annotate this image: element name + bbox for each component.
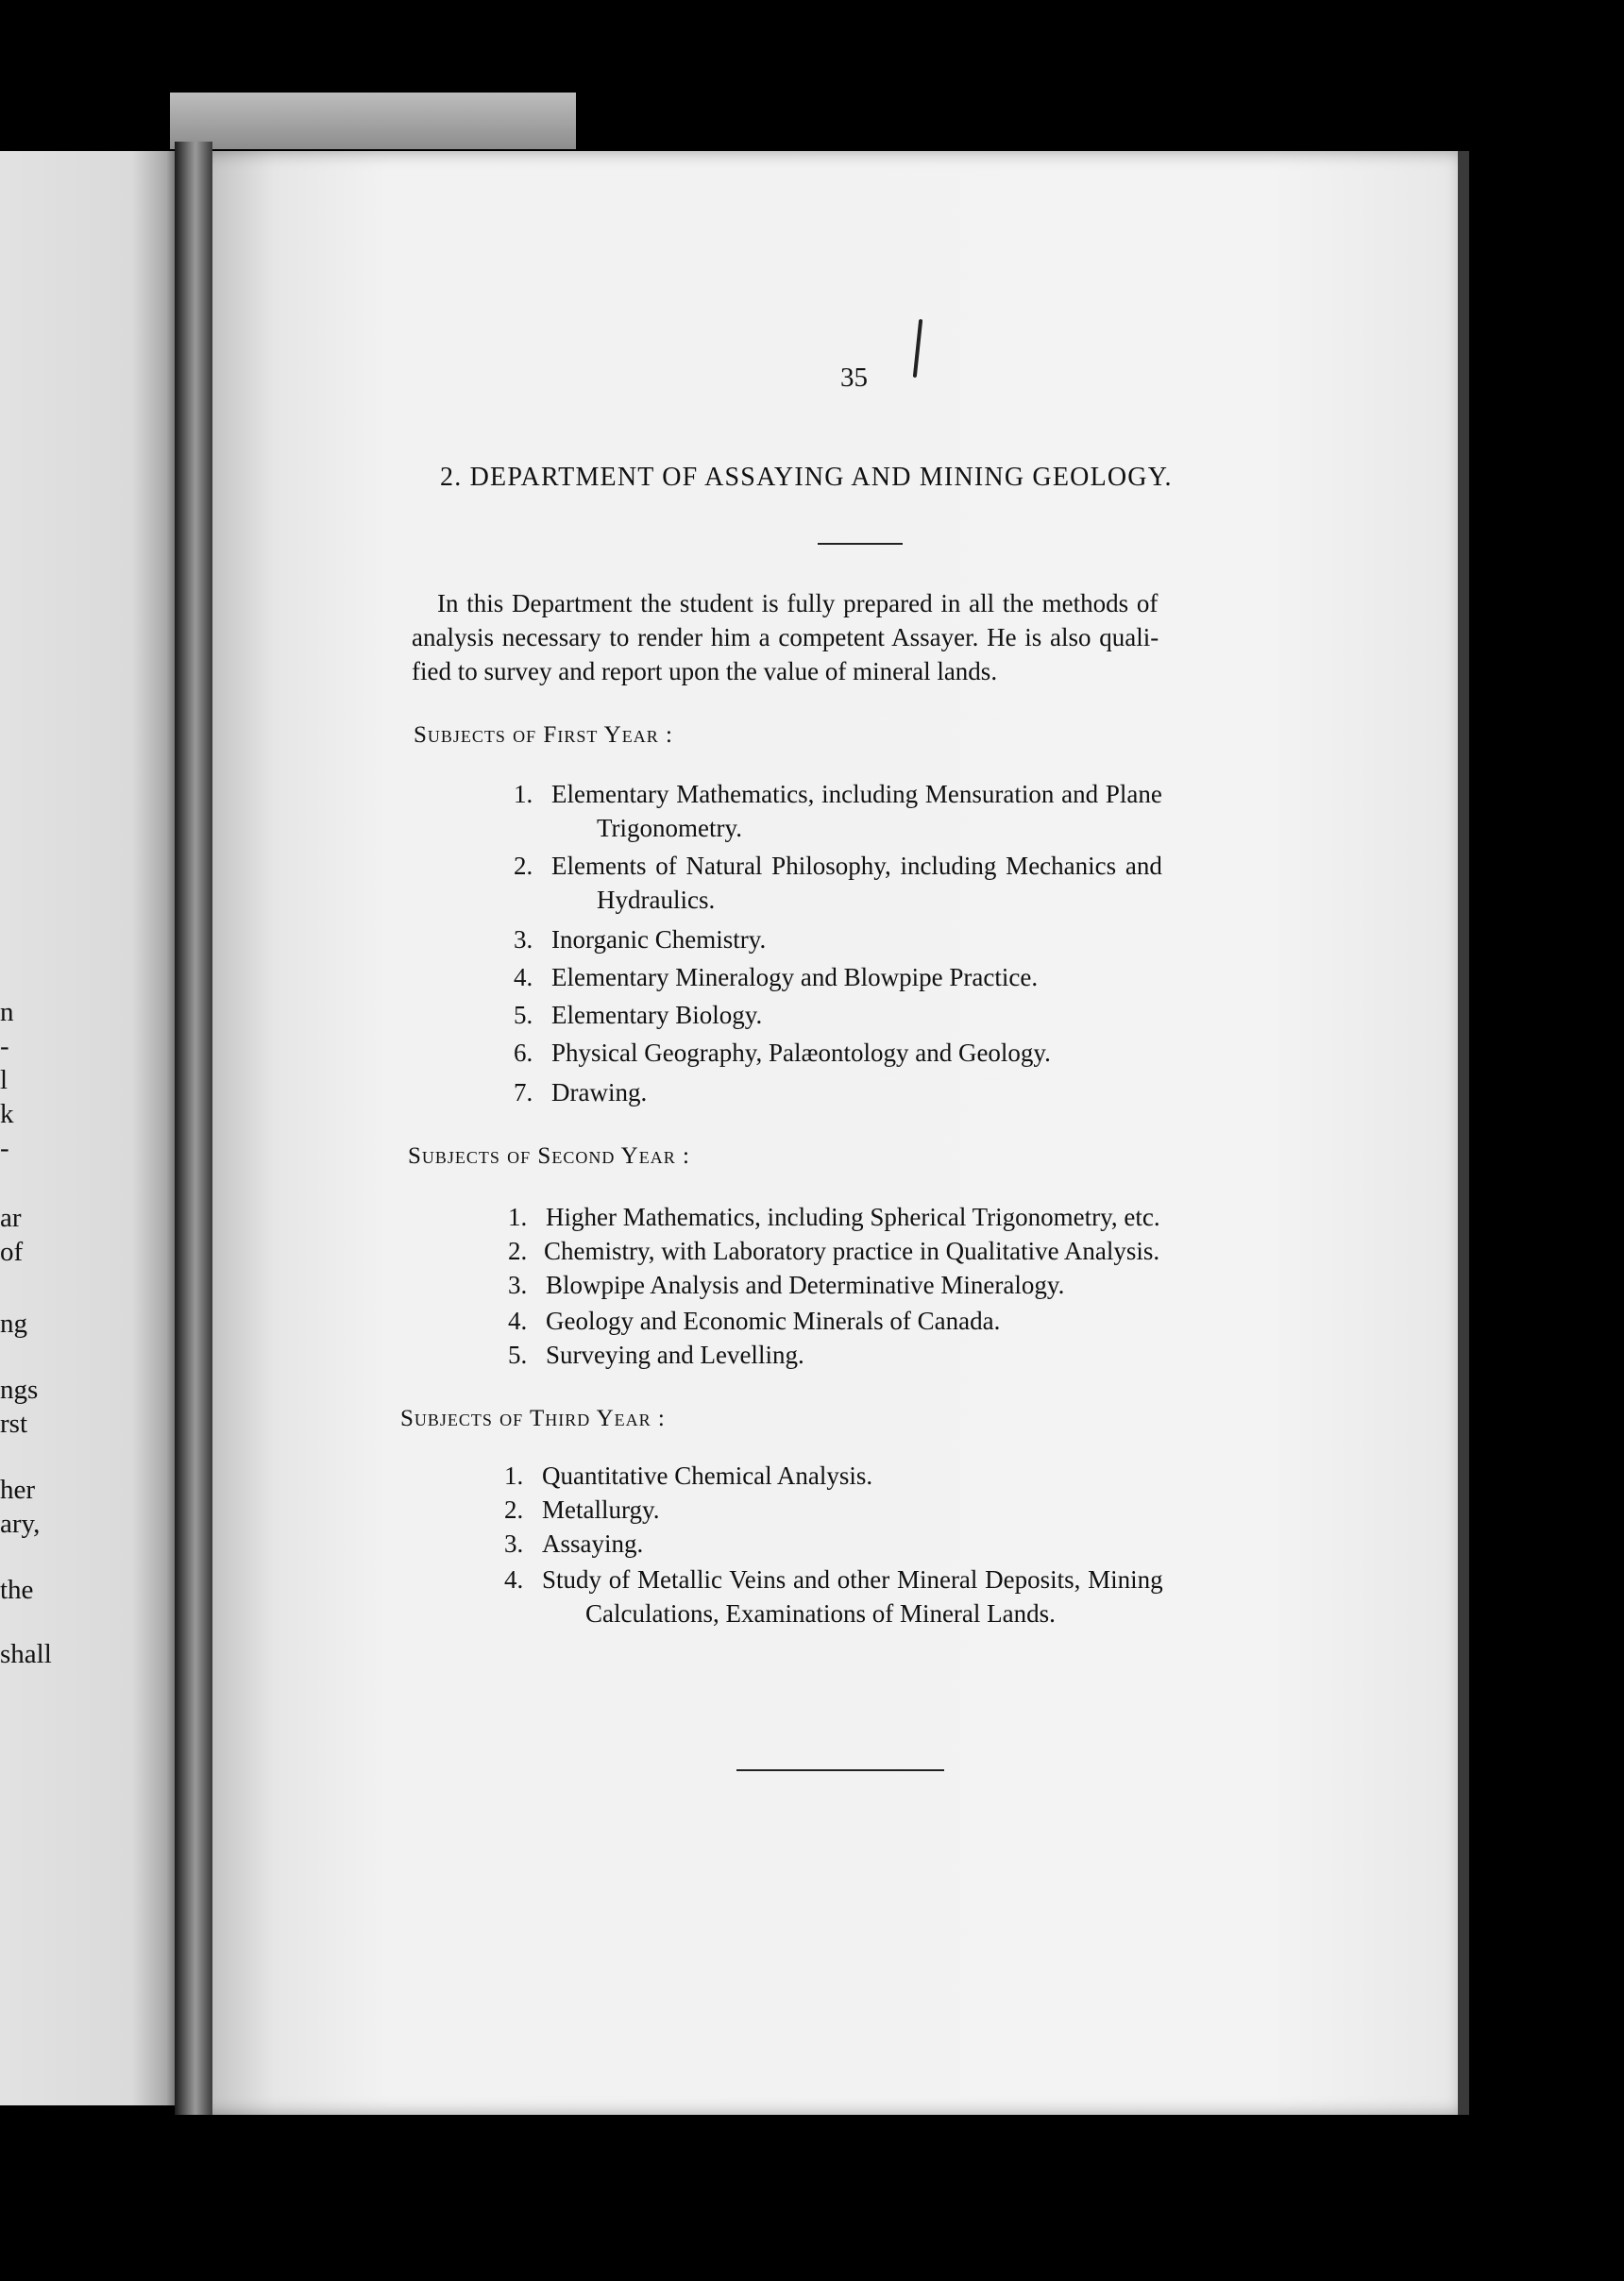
left-page-fragment: ar [0, 1203, 22, 1233]
list-item: Elements of Natural Philosophy, including Mechanics and [551, 852, 1162, 880]
left-page-fragment: of [0, 1237, 24, 1267]
list-item-number: 6. [514, 1039, 533, 1067]
left-page-fragment: shall [0, 1639, 52, 1669]
list-item: Inorganic Chemistry. [551, 925, 767, 954]
left-page-fragment: - [0, 1133, 9, 1163]
list-item-number: 3. [508, 1271, 528, 1299]
left-page-fragment: rst [0, 1409, 27, 1439]
list-item: Drawing. [551, 1078, 648, 1107]
previous-page [0, 151, 189, 2105]
list-item-number: 3. [504, 1529, 524, 1558]
book-page [198, 151, 1463, 2115]
list-item-continuation: Calculations, Examinations of Mineral Lands. [585, 1599, 1056, 1628]
intro-line: analysis necessary to render him a competent Assayer. He is also quali- [412, 623, 1159, 651]
list-item-number: 5. [508, 1341, 528, 1369]
paper-tab-scrap [170, 93, 576, 149]
section-heading: 2. DEPARTMENT OF ASSAYING AND MINING GEOLOGY. [440, 463, 1173, 492]
list-item-number: 4. [508, 1307, 528, 1335]
list-item: Blowpipe Analysis and Determinative Mineralogy. [546, 1271, 1065, 1299]
third-year-heading: Subjects of Third Year : [400, 1406, 666, 1431]
list-item: Surveying and Levelling. [546, 1341, 804, 1369]
list-item-number: 1. [514, 780, 533, 808]
list-item-number: 4. [514, 963, 533, 991]
list-item-number: 3. [514, 925, 533, 954]
left-page-fragment: k [0, 1099, 14, 1129]
list-item: Higher Mathematics, including Spherical Trigonometry, etc. [546, 1203, 1160, 1231]
list-item-number: 2. [514, 852, 533, 880]
heading-rule [818, 543, 903, 545]
list-item-number: 1. [508, 1203, 528, 1231]
list-item: Elementary Mathematics, including Mensuration and Plane [551, 780, 1162, 808]
left-page-fragment: - [0, 1031, 9, 1061]
intro-line: In this Department the student is fully prepared in all the methods of [437, 589, 1159, 617]
book-gutter [175, 142, 212, 2115]
list-item: Elementary Mineralogy and Blowpipe Practice. [551, 963, 1039, 991]
left-page-fragment: l [0, 1065, 8, 1095]
list-item: Elementary Biology. [551, 1001, 763, 1029]
list-item: Assaying. [542, 1529, 644, 1558]
list-item-number: 5. [514, 1001, 533, 1029]
list-item: Study of Metallic Veins and other Mineral Deposits, Mining [542, 1565, 1163, 1594]
left-page-fragment: ngs [0, 1375, 39, 1405]
list-item: Chemistry, with Laboratory practice in Qualitative Analysis. [544, 1237, 1160, 1265]
list-item-continuation: Hydraulics. [597, 886, 716, 914]
second-year-heading: Subjects of Second Year : [408, 1143, 690, 1169]
left-page-fragment: ary, [0, 1509, 41, 1539]
list-item: Metallurgy. [542, 1495, 660, 1524]
list-item-number: 7. [514, 1078, 533, 1107]
list-item-number: 2. [504, 1495, 524, 1524]
intro-line: fied to survey and report upon the value of mineral lands. [412, 657, 998, 685]
list-item: Physical Geography, Palæontology and Geology. [551, 1039, 1051, 1067]
closing-rule [736, 1769, 944, 1771]
page-number: 35 [840, 363, 868, 393]
list-item-number: 1. [504, 1462, 524, 1490]
list-item-number: 2. [508, 1237, 528, 1265]
left-page-fragment: ng [0, 1309, 27, 1339]
left-page-fragment: n [0, 997, 14, 1027]
list-item-number: 4. [504, 1565, 524, 1594]
list-item: Geology and Economic Minerals of Canada. [546, 1307, 1001, 1335]
left-page-fragment: the [0, 1575, 34, 1605]
list-item-continuation: Trigonometry. [597, 814, 743, 842]
list-item: Quantitative Chemical Analysis. [542, 1462, 873, 1490]
left-page-fragment: her [0, 1475, 36, 1505]
page-edge [1458, 151, 1469, 2115]
first-year-heading: Subjects of First Year : [414, 722, 673, 748]
